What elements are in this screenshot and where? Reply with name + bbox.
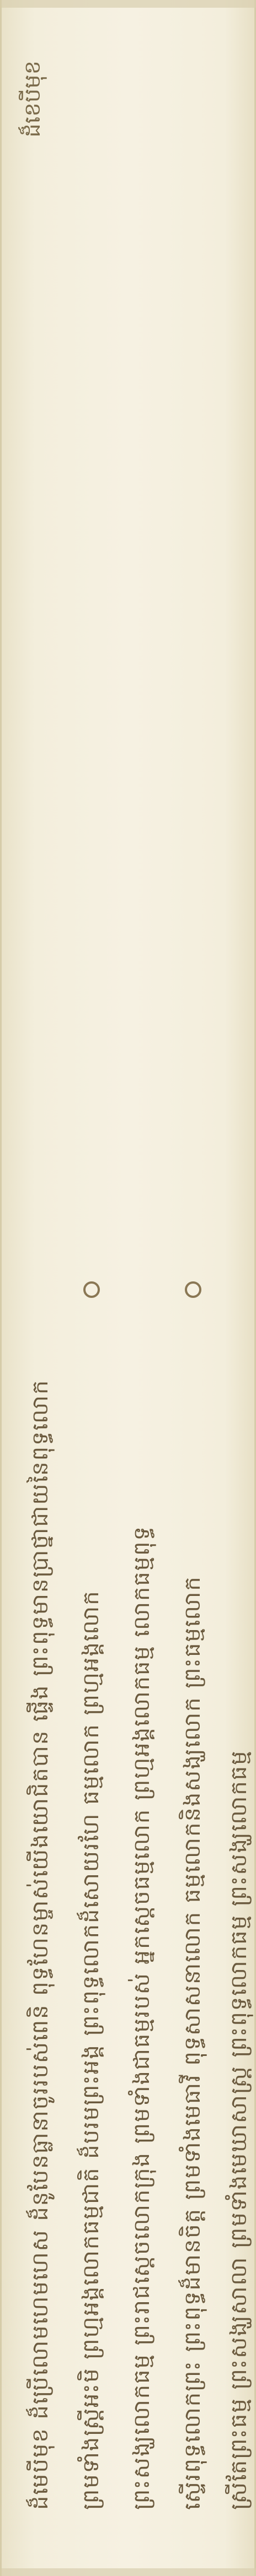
- text-line-2: ព្រមទាំងស្រ្ដីអះមិ ព្រហ្មអង្គលោកធម្មជាតិ ដ៏បរមព្រះអង្គ ព្រះពុទ្ធលោកដ៏សោយរហែ ធម្មលោក ព្រហ្មអង្គលោក: [78, 1590, 104, 2510]
- folio-mark: ដ៏ខេបីមុខ: [20, 61, 45, 138]
- binding-hole-icon: [83, 1281, 100, 1298]
- binding-hole-icon: [185, 1281, 201, 1298]
- text-line-4: ស្ទើរពុទ្ធលោកព្រះ ព្រះពុទ្ធដ៏មានចិត្ត ព្រមទាំងមេធាវី ពុទ្ធសាសនាលោក ធម្មលោកនិងសង្ឃលោក ព្រះធម្មលោក: [180, 1576, 205, 2510]
- text-line-3: ព្រះសង្ឃលោកធម្ម ព្រះរាជស្ដេចលោកក្រុង ព្រមទាំងជាធម្មរបស់ អ្នកស្ដេចធម្មលោក ព្រហ្មអង្គលោកធម្ម លោកធម្មពុទ្ធ: [129, 1525, 154, 2510]
- text-line-5: ស្រីតែព្រះធម្ម ព្រះសង្ឃសាលា ព្រមទាំងមេឃាសាស្រ្ត ព្រះពុទ្ធលោកធម្ម ព្រះសង្ឃលោកធម្ម: [226, 1750, 252, 2510]
- manuscript-text-block: [2, 0, 256, 2576]
- text-line-1: ដ៏មេបីមុខ ដ៏ប្រើលោមហេមហេស ដ៏នូបែនធ្លានាចូររបស់ពេនិ ពុទ្ធហែនម្ចាស់យើងយោជិតបាន ផ្ទើង ព្រះពុទ្ធមានប្រាថ្នាជាយនៃពុទ្ធលោក: [28, 1379, 53, 2510]
- leaf-bottom-edge: [2, 2568, 256, 2576]
